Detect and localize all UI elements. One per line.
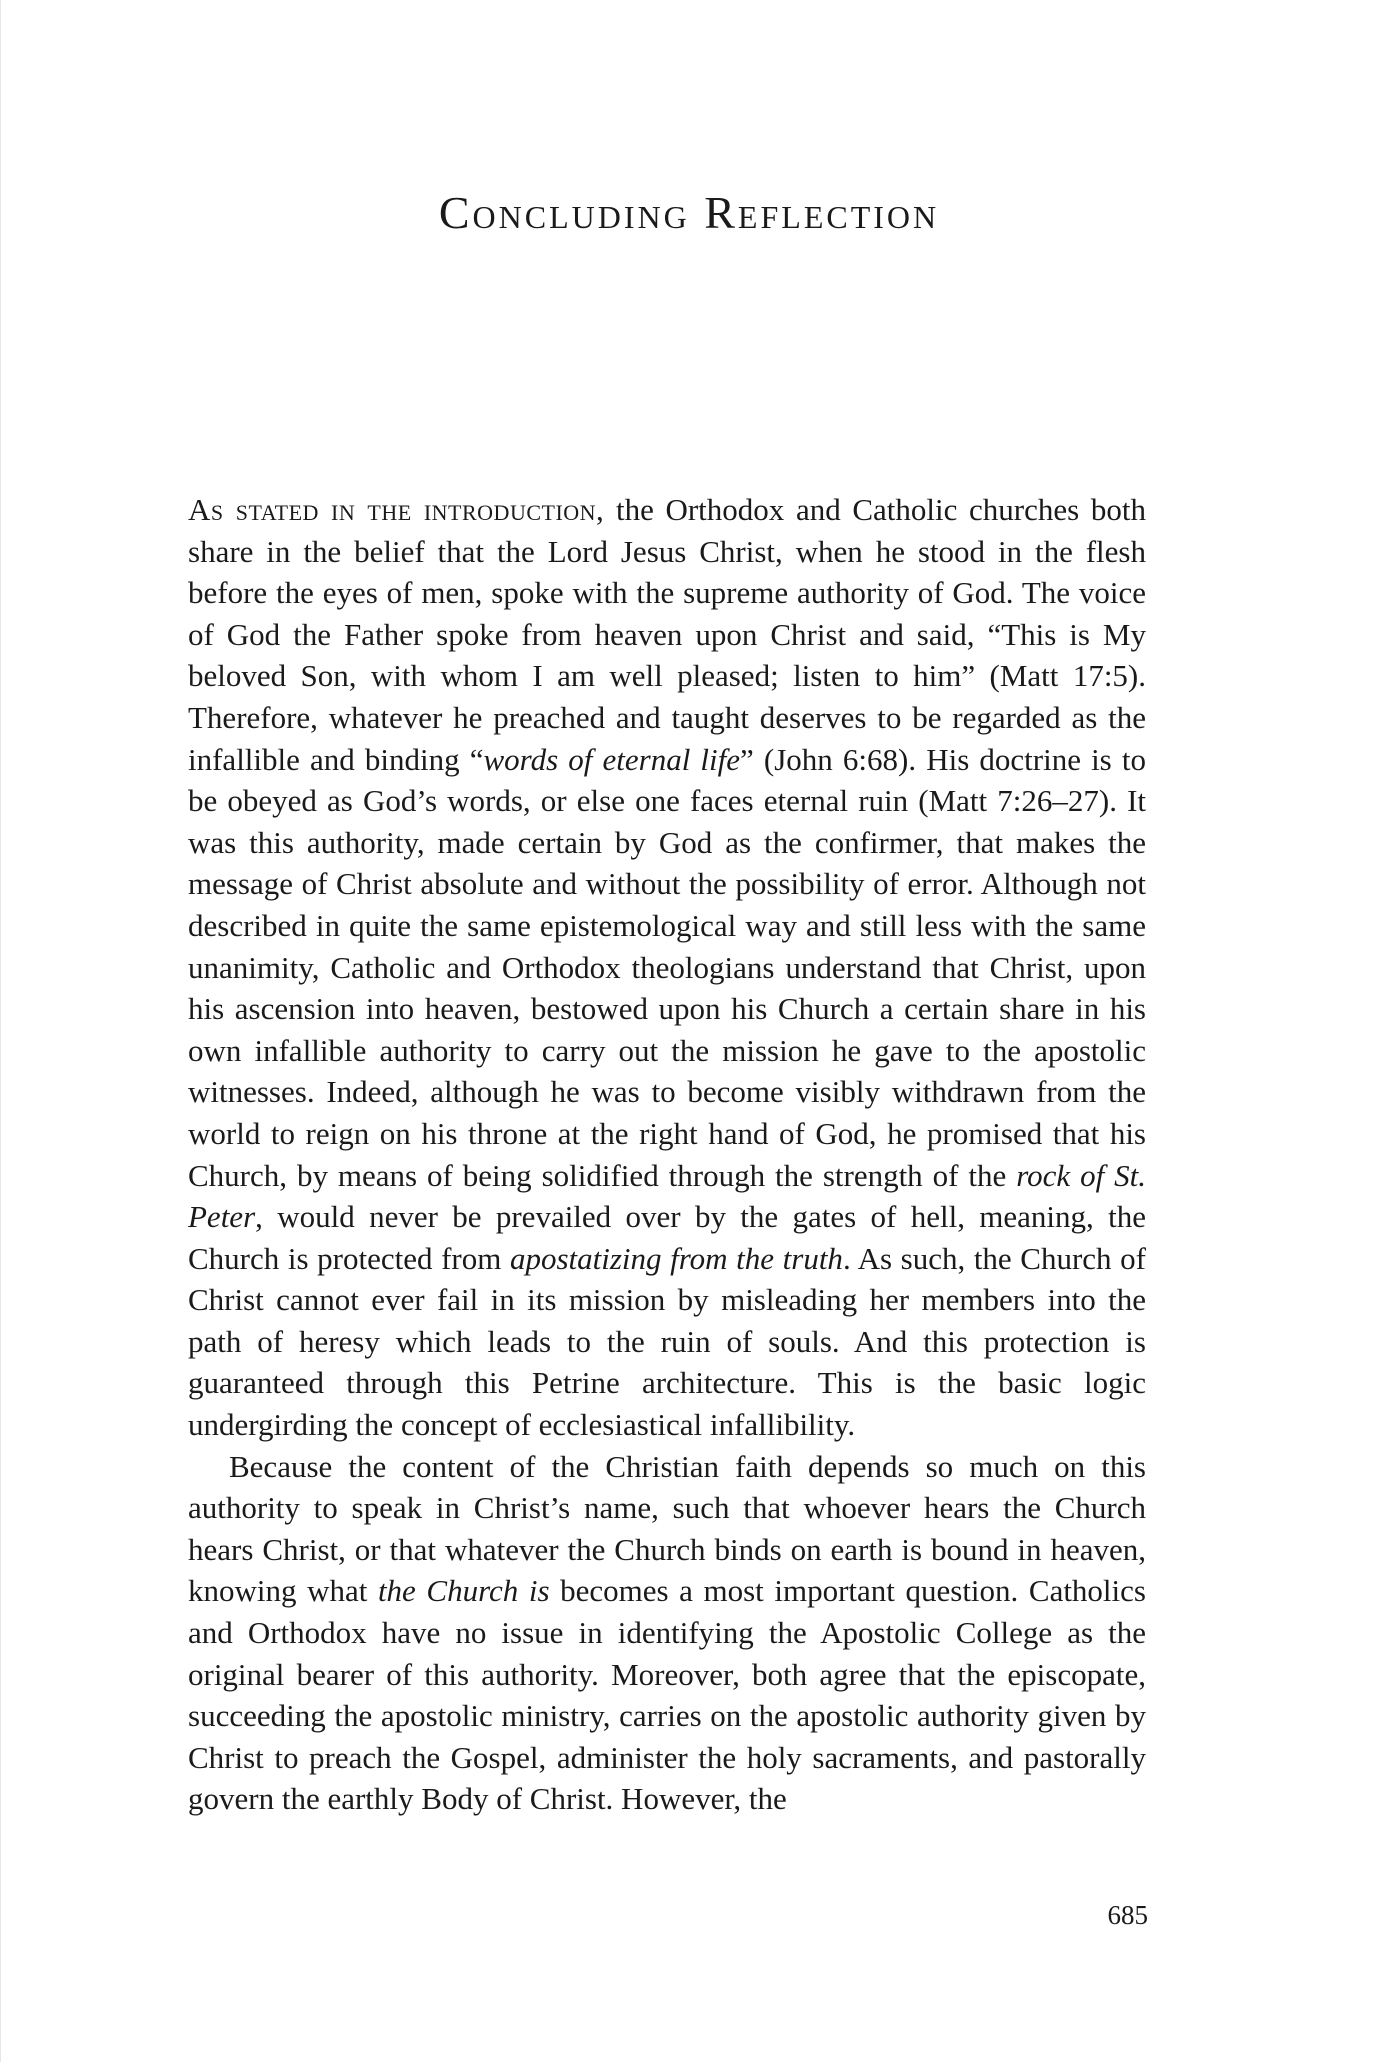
paragraph-2 [188, 1446, 1146, 1820]
page-number: 685 [1107, 1900, 1148, 1930]
lead-in-small-caps: As stated in the introduction, [188, 492, 605, 527]
paragraph-2-italic-1: the Church is [377, 1573, 550, 1609]
paragraph-1-text-4: . As such, the Church of Christ cannot ever fail in its mission by misleading her members into the path of heresy which leads to the ruin of souls. And this protection is guaranteed through this Petrine architecture. This is the basic logic undergirding the concept of ecclesiastical infallibility. [188, 1240, 1146, 1443]
page-edge [0, 0, 1, 2062]
body-text [188, 489, 1146, 1820]
paragraph-1-italic-1: words of eternal life [483, 741, 741, 777]
paragraph-1-text-1: the Orthodox and Catholic churches both share in the belief that the Lord Jesus Christ, when he stood in the flesh before the eyes of men, spoke with the supreme authority of God. The voice of God the Father spoke from heaven upon Christ and said, “This is My beloved Son, with whom I am well pleased; listen to him” (Matt 17:5). Therefore, whatever he preached and taught deserves to be regarded as the infallible and binding “ [188, 492, 1146, 777]
chapter-title: Concluding Reflection [438, 187, 940, 238]
paragraph-1 [188, 489, 1146, 1446]
paragraph-1-italic-2: rock of St. Peter [188, 1157, 1146, 1235]
paragraph-1-italic-3: apostatizing from the truth [509, 1240, 843, 1276]
paragraph-2-text-1: Because the content of the Christian faith depends so much on this authority to speak in Christ’s name, such that whoever hears the Church hears Christ, or that whatever the Church binds on earth is bound in heaven, knowing what [188, 1448, 1146, 1609]
paragraph-1-text-3: , would never be prevailed over by the gates of hell, meaning, the Church is protected from [188, 1199, 1146, 1276]
paragraph-2-text-2: becomes a most important question. Catholics and Orthodox have no issue in identifying the Apostolic College as the original bearer of this authority. Moreover, both agree that the episcopate, succeeding the apostolic ministry, carries on the apostolic authority given by Christ to preach the Gospel, administer the holy sacraments, and pastorally govern the earthly Body of Christ. However, the [188, 1573, 1146, 1817]
paragraph-1-text-2: ” (John 6:68). His doctrine is to be obeyed as God’s words, or else one faces eternal ruin (Matt 7:26–27). It was this authority, made certain by God as the confirmer, that makes the message of Christ absolute and without the possibility of error. Although not described in quite the same epistemological way and still less with the same unanimity, Catholic and Orthodox theologians understand that Christ, upon his ascension into heaven, bestowed upon his Church a certain share in his own infallible authority to carry out the mission he gave to the apostolic witnesses. Indeed, although he was to become visibly withdrawn from the world to reign on his throne at the right hand of God, he promised that his Church, by means of being solidified through the strength of the [188, 741, 1146, 1193]
